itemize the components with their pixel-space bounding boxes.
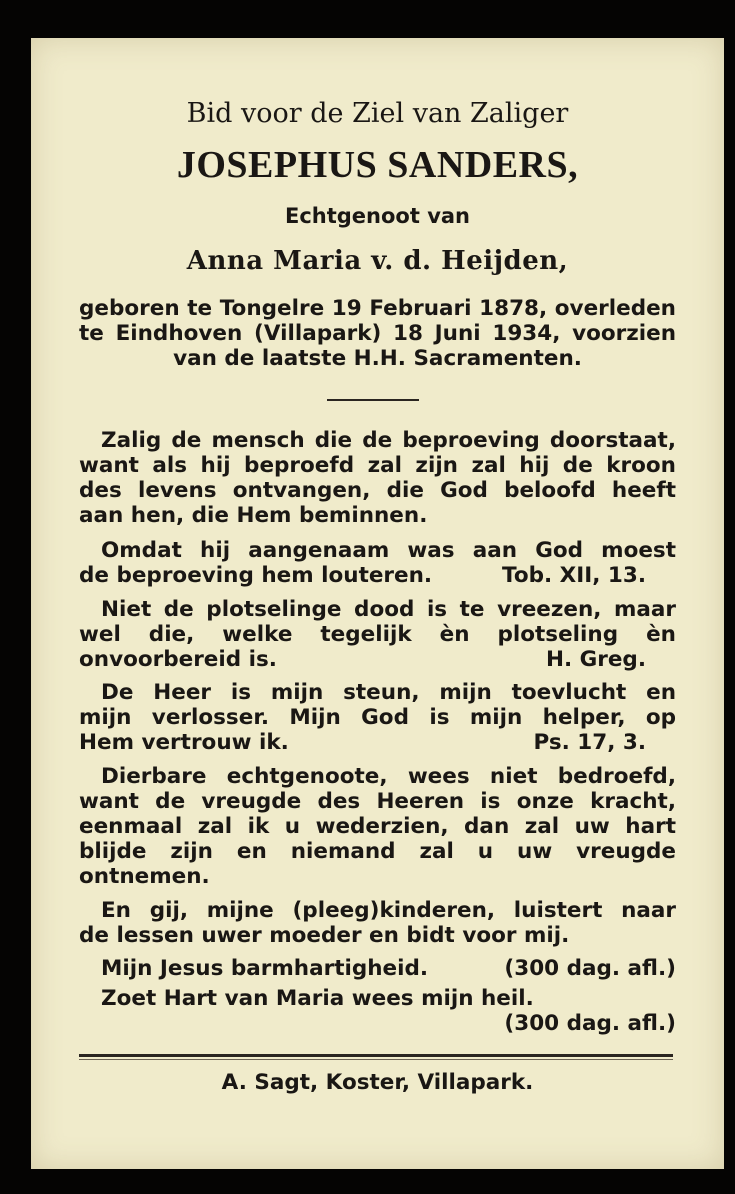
- p3-line-2: wel die, welke tegelijk èn plotseling èn: [79, 622, 676, 647]
- printer-credit: A. Sagt, Koster, Villapark.: [221, 1070, 534, 1095]
- birth-line-3: van de laatste H.H. Sacramenten.: [173, 346, 582, 371]
- p3-line-3: [79, 647, 646, 672]
- birth-line-1: geboren te Tongelre 19 Februari 1878, overleden: [79, 296, 676, 321]
- p3-text: onvoorbereid is.: [79, 647, 277, 672]
- prayer-1-text: Mijn Jesus barmhartigheid.: [101, 956, 429, 981]
- p4-line-2: mijn verlosser. Mijn God is mijn helper, op: [79, 705, 676, 730]
- p5-line-3: eenmaal zal ik u wederzien, dan zal uw hart: [79, 814, 676, 839]
- bottom-rule-thin: [79, 1059, 673, 1060]
- prayer-1-indulgence: (300 dag. afl.): [504, 956, 676, 981]
- p3-reference: H. Greg.: [545, 647, 646, 672]
- p2-text: de beproeving hem louteren.: [79, 563, 433, 588]
- p4-text: Hem vertrouw ik.: [79, 730, 289, 755]
- heading: Bid voor de Ziel van Zaliger: [186, 98, 569, 129]
- bottom-rule: [79, 1054, 673, 1057]
- spouse-name: Anna Maria v. d. Heijden,: [186, 246, 569, 276]
- birth-line-2: te Eindhoven (Villapark) 18 Juni 1934, voorzien: [79, 321, 676, 346]
- p5-line-4: blijde zijn en niemand zal u uw vreugde: [79, 839, 676, 864]
- divider: [327, 399, 419, 401]
- p5-line-5: ontnemen.: [79, 864, 210, 889]
- deceased-name: JOSEPHUS SANDERS,: [176, 144, 579, 186]
- prayer-1: [79, 956, 676, 981]
- prayer-2-indulgence: (300 dag. afl.): [504, 1011, 676, 1036]
- p2-line-2: [79, 563, 646, 588]
- p2-line-1: Omdat hij aangenaam was aan God moest: [101, 538, 676, 563]
- p1-line-3: des levens ontvangen, die God beloofd heeft: [79, 478, 676, 503]
- p1-line-2: want als hij beproefd zal zijn zal hij de kroon: [79, 453, 676, 478]
- p3-line-1: Niet de plotselinge dood is te vreezen, maar: [101, 597, 676, 622]
- memorial-card: [31, 38, 724, 1169]
- p5-line-1: Dierbare echtgenoote, wees niet bedroefd,: [101, 764, 676, 789]
- p4-line-3: [79, 730, 646, 755]
- p2-reference: Tob. XII, 13.: [502, 563, 646, 588]
- p6-line-1: En gij, mijne (pleeg)kinderen, luistert naar: [101, 898, 676, 923]
- p4-line-1: De Heer is mijn steun, mijn toevlucht en: [101, 680, 676, 705]
- p5-line-2: want de vreugde des Heeren is onze kracht,: [79, 789, 676, 814]
- prayer-2-text: Zoet Hart van Maria wees mijn heil.: [101, 986, 534, 1011]
- relation-label: Echtgenoot van: [284, 204, 471, 228]
- p6-line-2: de lessen uwer moeder en bidt voor mij.: [79, 923, 570, 948]
- p1-line-4: aan hen, die Hem beminnen.: [79, 503, 428, 528]
- p4-reference: Ps. 17, 3.: [533, 730, 646, 755]
- p1-line-1: Zalig de mensch die de beproeving doorstaat,: [101, 428, 676, 453]
